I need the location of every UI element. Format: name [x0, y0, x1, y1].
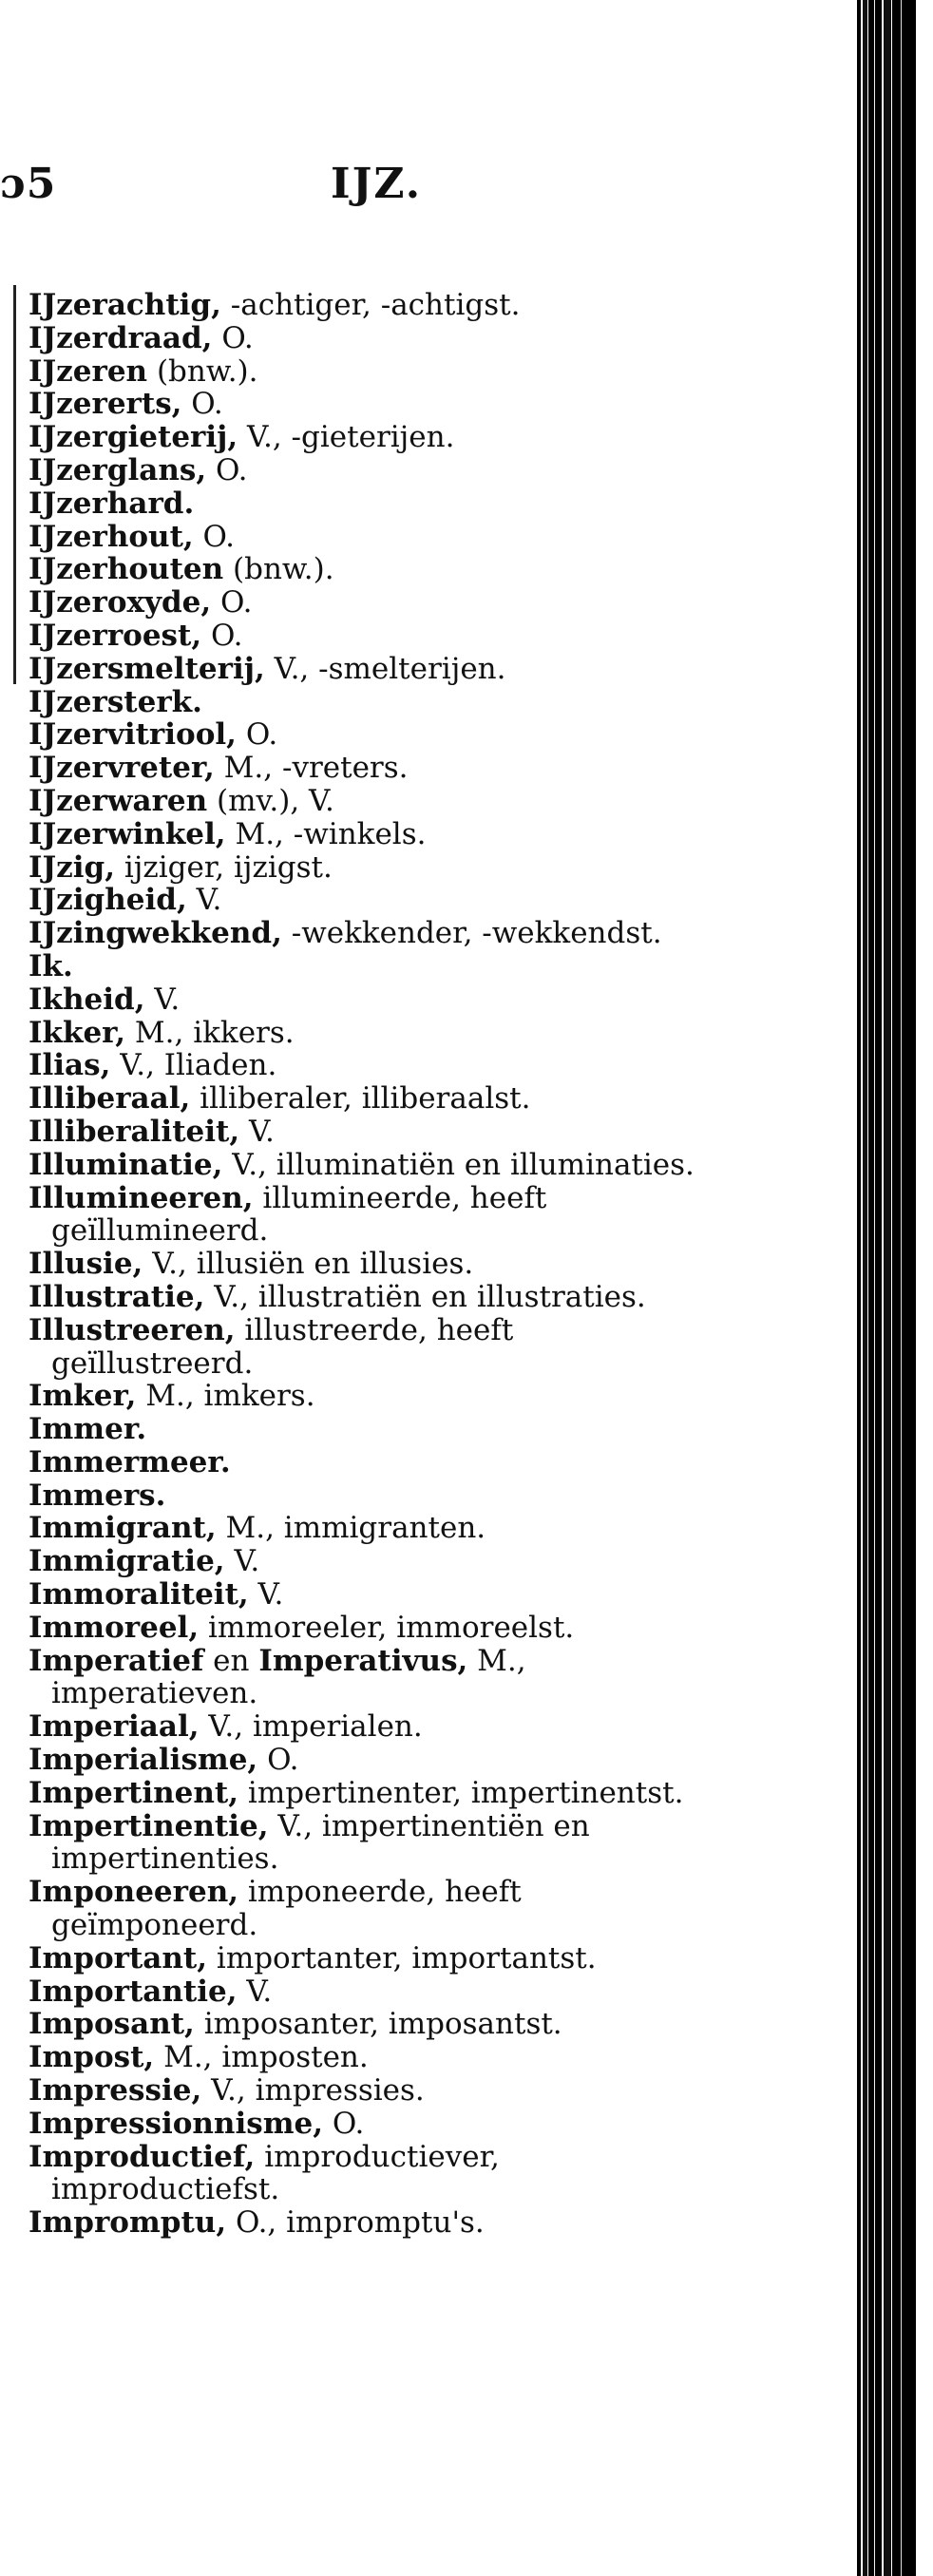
headword: IJzeroxyde,	[29, 585, 212, 620]
dictionary-entry	[29, 487, 722, 521]
entry-definition: O.	[193, 519, 236, 554]
dictionary-entry	[29, 586, 722, 620]
entry-definition: V., -smelterijen.	[264, 651, 506, 686]
entry-definition: V.	[239, 1114, 275, 1149]
entry-definition: V., -gieterijen.	[238, 420, 455, 455]
headword: Impertinent,	[29, 1775, 239, 1810]
headword: Ilias,	[29, 1048, 111, 1083]
entry-definition: V.	[144, 982, 181, 1017]
dictionary-entry	[29, 1116, 722, 1149]
headword: Immoraliteit,	[29, 1577, 249, 1612]
entry-definition: illiberaler, illiberaalst.	[190, 1081, 531, 1116]
dictionary-entry	[29, 1777, 722, 1810]
dictionary-entry	[29, 521, 722, 554]
headword: Ikker,	[29, 1015, 126, 1050]
entry-definition: ijziger, ijzigst.	[115, 849, 333, 885]
entry-definition: importanter, importantst.	[207, 1940, 597, 1975]
entry-definition: M., imposten.	[154, 2040, 369, 2075]
headword: Illiberaliteit,	[29, 1114, 240, 1149]
headword: Imposant,	[29, 2007, 195, 2042]
entry-definition: imposanter, imposantst.	[194, 2007, 562, 2042]
entry-definition: V.	[248, 1577, 284, 1612]
running-head: IJZ.	[331, 160, 423, 208]
headword: IJzerwinkel,	[29, 816, 226, 851]
entry-definition: (bnw.).	[223, 552, 334, 587]
dictionary-entries	[29, 289, 722, 2240]
entry-definition: V., illustratiën en illustraties.	[204, 1279, 646, 1314]
headword: Illuminatie,	[29, 1147, 223, 1182]
headword: Impressie,	[29, 2073, 202, 2109]
entry-definition: illumineerde, heeft geïllumineerd.	[51, 1180, 547, 1249]
dictionary-entry	[29, 1017, 722, 1050]
headword: IJzerdraad,	[29, 320, 213, 355]
dictionary-entry	[29, 686, 722, 719]
dictionary-entry	[29, 2041, 722, 2074]
headword: IJzervreter,	[29, 751, 215, 786]
entry-definition: M., ikkers.	[125, 1015, 295, 1050]
headword: Immoreel,	[29, 1610, 200, 1645]
dictionary-entry	[29, 1314, 722, 1381]
headword: Illumineeren,	[29, 1180, 254, 1215]
entry-definition: O.	[201, 618, 243, 653]
headword: Immers.	[29, 1478, 166, 1513]
dictionary-entry	[29, 2206, 722, 2240]
headword: Imperiaal,	[29, 1709, 200, 1745]
dictionary-entry	[29, 653, 722, 686]
dictionary-entry	[29, 454, 722, 487]
headword: Illusie,	[29, 1247, 143, 1282]
dictionary-entry	[29, 620, 722, 653]
headword: IJzererts,	[29, 387, 182, 422]
dictionary-entry	[29, 1082, 722, 1116]
dictionary-entry	[29, 1049, 722, 1082]
entry-definition: M., -vreters.	[214, 751, 409, 786]
entry-definition: O.	[206, 452, 248, 487]
headword: Imponeeren,	[29, 1875, 239, 1910]
dictionary-entry	[29, 950, 722, 983]
dictionary-entry	[29, 388, 722, 421]
headword: Immermeer.	[29, 1444, 231, 1479]
dictionary-entry	[29, 1380, 722, 1413]
headword: IJzerhouten	[29, 552, 224, 587]
entry-definition: -wekkender, -wekkendst.	[281, 916, 662, 951]
headword: Impromptu,	[29, 2205, 227, 2241]
dictionary-entry	[29, 785, 722, 818]
entry-definition: improductiever, improductiefst.	[51, 2139, 500, 2207]
entry-definition: V.	[237, 1974, 273, 2009]
entry-definition: O.	[257, 1743, 299, 1778]
dictionary-entry	[29, 1446, 722, 1479]
headword: IJzervitriool,	[29, 717, 237, 753]
page-number: ɔ5	[0, 160, 57, 208]
headword: Impost,	[29, 2040, 155, 2075]
dictionary-entry	[29, 1876, 722, 1942]
dictionary-entry	[29, 851, 722, 885]
dictionary-entry	[29, 553, 722, 586]
entry-definition: (mv.), V.	[207, 783, 334, 818]
entry-definition: V.	[224, 1544, 260, 1579]
dictionary-entry	[29, 718, 722, 752]
dictionary-entry	[29, 1281, 722, 1314]
dictionary-entry	[29, 1512, 722, 1545]
headword: IJzerachtig,	[29, 288, 221, 322]
dictionary-entry	[29, 289, 722, 322]
headword: Improductief,	[29, 2139, 256, 2174]
dictionary-entry	[29, 818, 722, 851]
entry-definition: V.	[186, 883, 222, 918]
dictionary-entry	[29, 1182, 722, 1249]
headword: Imperatief	[29, 1643, 204, 1678]
headword: Imker,	[29, 1379, 137, 1414]
dictionary-entry	[29, 917, 722, 950]
headword: IJzersterk.	[29, 684, 202, 719]
dictionary-entry	[29, 1810, 722, 1877]
entry-definition: V., Iliaden.	[110, 1048, 277, 1083]
headword: IJzig,	[29, 849, 116, 885]
dictionary-entry	[29, 1248, 722, 1281]
entry-definition: M., imkers.	[136, 1379, 315, 1414]
dictionary-entry	[29, 1744, 722, 1777]
headword: Illustratie,	[29, 1279, 205, 1314]
entry-definition: illustreerde, heeft geïllustreerd.	[51, 1312, 514, 1381]
dictionary-entry	[29, 1710, 722, 1744]
dictionary-entry	[29, 2074, 722, 2108]
entry-definition: O.	[323, 2106, 365, 2141]
headword: Impressionnisme,	[29, 2106, 324, 2141]
entry-definition: V., imperialen.	[199, 1709, 423, 1745]
dictionary-entry	[29, 2008, 722, 2041]
headword: IJzerhard.	[29, 486, 195, 521]
entry-definition: O.	[211, 585, 253, 620]
dictionary-entry	[29, 884, 722, 917]
dictionary-entry	[29, 1612, 722, 1645]
headword: Illiberaal,	[29, 1081, 191, 1116]
dictionary-entry	[29, 421, 722, 454]
entry-definition: immoreeler, immoreelst.	[199, 1610, 575, 1645]
headword: IJzergieterij,	[29, 420, 238, 455]
headword: Immer.	[29, 1412, 147, 1447]
headword: Ikheid,	[29, 982, 145, 1017]
dictionary-entry	[29, 1149, 722, 1182]
book-spine	[857, 0, 916, 2576]
dictionary-entry	[29, 983, 722, 1017]
dictionary-entry	[29, 752, 722, 785]
headword: IJzigheid,	[29, 883, 187, 918]
entry-definition: M., imperatieven.	[51, 1643, 526, 1711]
dictionary-entry	[29, 1479, 722, 1513]
headword: IJzingwekkend,	[29, 916, 282, 951]
margin-rule	[13, 285, 16, 684]
dictionary-entry	[29, 1942, 722, 1975]
entry-definition: M., immigranten.	[216, 1511, 486, 1546]
page-edge	[916, 0, 933, 2576]
dictionary-entry	[29, 2141, 722, 2207]
headword: Imperialisme,	[29, 1743, 258, 1778]
headword: Ik.	[29, 948, 73, 983]
dictionary-entry	[29, 322, 722, 355]
dictionary-entry	[29, 1645, 722, 1711]
entry-definition: en	[203, 1643, 259, 1678]
entry-definition: O., impromptu's.	[226, 2205, 485, 2241]
headword: Importantie,	[29, 1974, 238, 2009]
headword: Immigrant,	[29, 1511, 217, 1546]
headword: IJzerroest,	[29, 618, 202, 653]
dictionary-entry	[29, 2108, 722, 2141]
dictionary-entry	[29, 1578, 722, 1612]
headword: IJzeren	[29, 353, 148, 389]
page-header	[0, 160, 817, 236]
dictionary-entry	[29, 355, 722, 389]
entry-definition: V., illusiën en illusies.	[143, 1247, 474, 1282]
entry-definition: M., -winkels.	[225, 816, 427, 851]
headword: IJzerwaren	[29, 783, 208, 818]
entry-definition: O.	[236, 717, 278, 753]
entry-definition: V., impertinentiën en impertinenties.	[51, 1808, 590, 1877]
dictionary-entry	[29, 1975, 722, 2009]
headword: IJzerglans,	[29, 452, 207, 487]
entry-definition: V., impressies.	[201, 2073, 425, 2109]
dictionary-entry	[29, 1413, 722, 1446]
headword: IJzersmelterij,	[29, 651, 265, 686]
dictionary-entry	[29, 1545, 722, 1578]
headword: Impertinentie,	[29, 1808, 269, 1843]
headword: Important,	[29, 1940, 208, 1975]
headword: Illustreeren,	[29, 1312, 236, 1347]
entry-definition: impertinenter, impertinentst.	[238, 1775, 684, 1810]
entry-definition: -achtiger, -achtigst.	[220, 288, 521, 322]
headword: IJzerhout,	[29, 519, 194, 554]
entry-definition: V., illuminatiën en illuminaties.	[222, 1147, 695, 1182]
headword: Imperativus,	[258, 1643, 468, 1678]
entry-definition: imponeerde, heeft geïmponeerd.	[51, 1875, 522, 1943]
entry-definition: O.	[181, 387, 223, 422]
entry-definition: (bnw.).	[147, 353, 258, 389]
headword: Immigratie,	[29, 1544, 225, 1579]
entry-definition: O.	[212, 320, 254, 355]
